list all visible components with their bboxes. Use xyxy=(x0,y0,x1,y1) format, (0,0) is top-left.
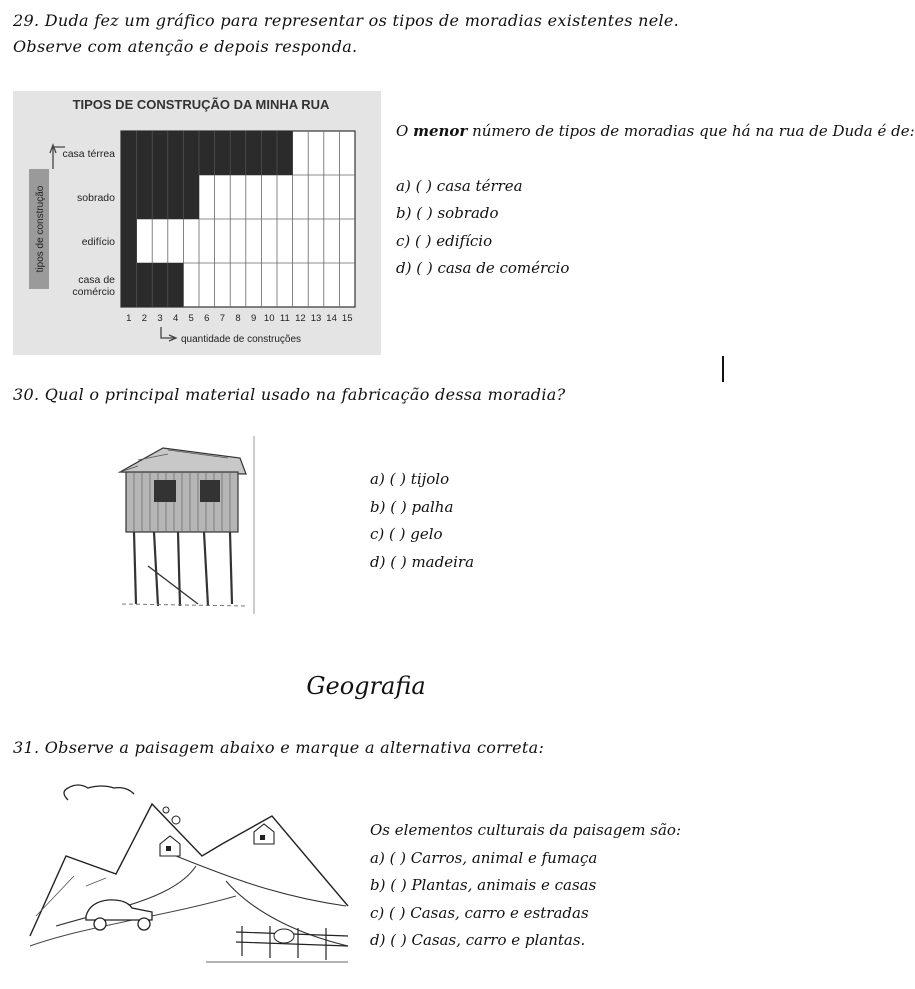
category-label: comércio xyxy=(72,286,115,298)
q30-option-d[interactable]: d) ( ) madeira xyxy=(370,552,475,571)
x-tick-label: 5 xyxy=(188,313,194,324)
x-tick-label: 4 xyxy=(172,313,179,324)
bar-sobrado xyxy=(121,175,199,219)
question-30-text: 30. Qual o principal material usado na fabricação dessa moradia? xyxy=(13,385,566,404)
q31-option-a[interactable]: a) ( ) Carros, animal e fumaça xyxy=(370,848,598,867)
section-title: Geografia xyxy=(306,672,426,700)
x-tick-label: 14 xyxy=(326,313,337,324)
q31-options xyxy=(370,817,681,955)
chart-title: TIPOS DE CONSTRUÇÃO DA MINHA RUA xyxy=(72,97,330,112)
question-31-text: 31. Observe a paisagem abaixo e marque a alternativa correta: xyxy=(13,738,545,757)
x-tick-label: 3 xyxy=(157,313,163,324)
x-tick-label: 7 xyxy=(219,313,226,324)
category-label: edifício xyxy=(81,236,115,248)
x-tick-label: 9 xyxy=(250,313,257,324)
category-labels xyxy=(62,148,115,298)
x-tick-label: 15 xyxy=(341,313,353,324)
q29-option-a[interactable]: a) ( ) casa térrea xyxy=(396,176,523,195)
margin-mark xyxy=(722,356,724,382)
q30-option-a[interactable]: a) ( ) tijolo xyxy=(370,470,450,488)
landscape-illustration xyxy=(26,786,352,964)
q29-options xyxy=(396,118,915,283)
q29-option-c[interactable]: c) ( ) edifício xyxy=(396,231,493,250)
q31-prompt: Os elementos culturais da paisagem são: xyxy=(370,821,682,839)
category-label: casa de xyxy=(78,274,115,286)
category-label: sobrado xyxy=(77,192,115,204)
x-tick-label: 10 xyxy=(263,313,275,324)
q31-option-c[interactable]: c) ( ) Casas, carro e estradas xyxy=(370,903,589,922)
x-tick-label: 1 xyxy=(126,313,132,324)
q29-prompt: O menor número de tipos de moradias que há na rua de Duda é de: xyxy=(396,122,915,140)
y-axis-label: tipos de construção xyxy=(35,185,46,273)
x-tick-label: 2 xyxy=(141,313,148,324)
x-tick-labels xyxy=(126,313,352,324)
x-tick-label: 6 xyxy=(204,313,210,324)
x-tick-label: 12 xyxy=(295,313,306,324)
bar-casa-térrea xyxy=(121,131,293,175)
q30-option-b[interactable]: b) ( ) palha xyxy=(370,497,454,516)
q31-option-d[interactable]: d) ( ) Casas, carro e plantas. xyxy=(370,931,586,949)
q29-option-b[interactable]: b) ( ) sobrado xyxy=(396,204,499,222)
x-tick-label: 8 xyxy=(235,313,241,324)
q31-option-b[interactable]: b) ( ) Plantas, animais e casas xyxy=(370,876,597,894)
bar-chart xyxy=(13,91,381,355)
question-29-text: 29. Duda fez um gráfico para representar os tipos de moradias existentes nele. Observe com atenção e depois responda. xyxy=(13,11,680,56)
q29-option-d[interactable]: d) ( ) casa de comércio xyxy=(396,259,570,277)
q30-options xyxy=(370,466,474,576)
q30-option-c[interactable]: c) ( ) gelo xyxy=(370,525,443,543)
stilt-house-illustration xyxy=(108,436,258,616)
category-label: casa térrea xyxy=(62,148,115,160)
bar-edifício xyxy=(121,219,137,263)
x-tick-label: 13 xyxy=(310,313,322,324)
q29-prompt-bold: menor xyxy=(413,122,468,140)
x-axis-label: quantidade de construções xyxy=(180,334,302,345)
construction-chart xyxy=(13,91,381,355)
x-tick-label: 11 xyxy=(279,313,290,324)
